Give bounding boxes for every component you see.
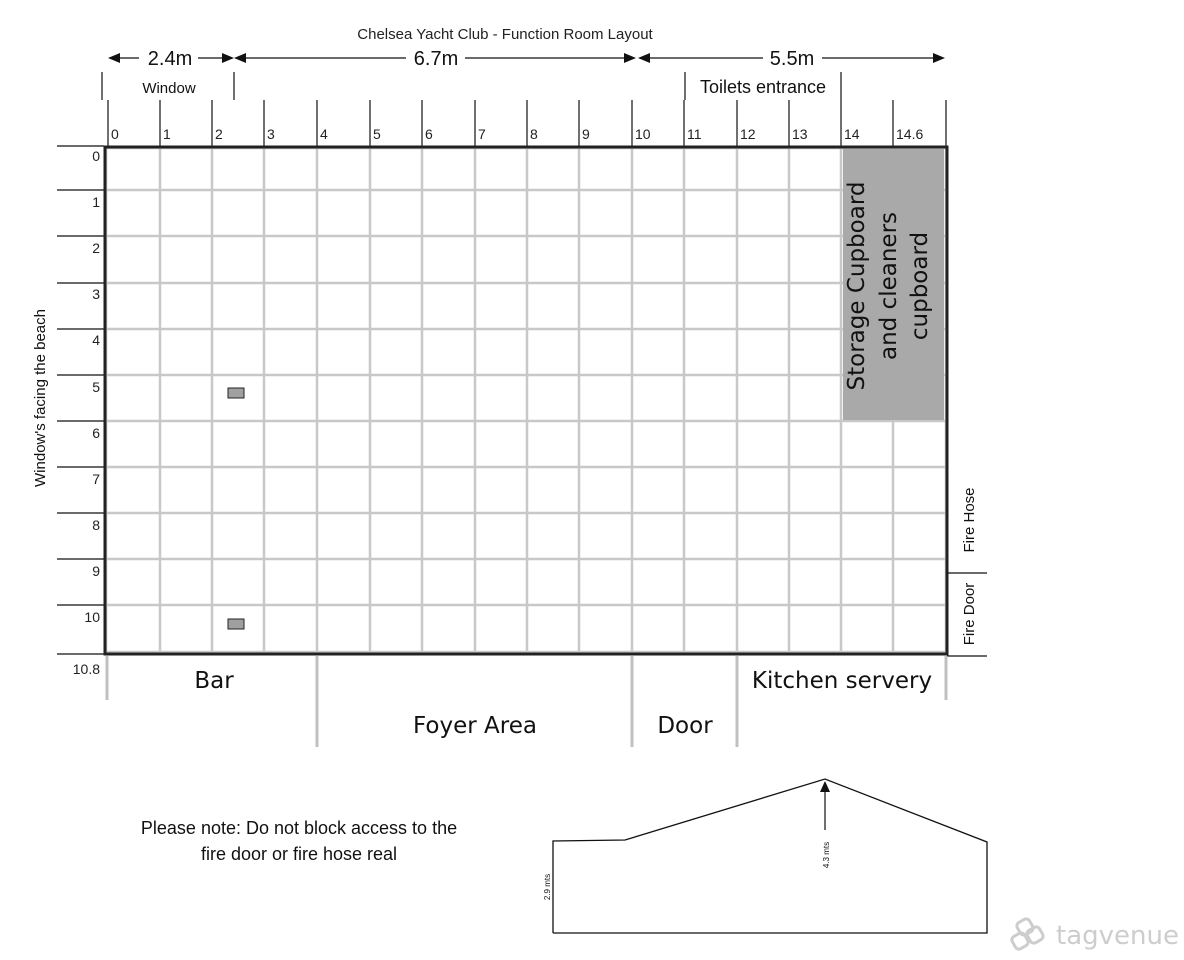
foyer-area-label: Foyer Area [413, 713, 537, 739]
x-axis-ticks [108, 100, 946, 146]
window-width-label: 2.4m [147, 48, 193, 70]
x-tick-label: 10 [635, 126, 651, 142]
kitchen-servery-label: Kitchen servery [751, 668, 933, 694]
x-tick-label: 3 [267, 126, 275, 142]
fire-hose-label: Fire Hose [961, 487, 978, 553]
x-tick-label: 14.6 [896, 126, 924, 142]
watermark [1010, 917, 1179, 951]
y-tick-label: 7 [92, 471, 100, 487]
watermark-text: tagvenue [1056, 921, 1179, 951]
y-tick-label: 0 [92, 148, 100, 164]
note-line-1: Please note: Do not block access to the [140, 818, 458, 838]
roof-profile [553, 779, 987, 933]
storage-label-line-2: and cleaners [876, 211, 902, 361]
x-tick-label: 4 [320, 126, 328, 142]
bar-label: Bar [194, 668, 234, 694]
room-grid [106, 148, 946, 652]
y-tick-label: 10 [84, 609, 100, 625]
x-tick-label: 13 [792, 126, 808, 142]
low-height-label: 2.9 mts [543, 873, 552, 901]
tagvenue-logo-icon [1010, 917, 1044, 950]
note-line-2: fire door or fire hose real [200, 844, 398, 864]
storage-label-line-3: cupboard [907, 231, 933, 341]
y-tick-label: 1 [92, 194, 100, 210]
x-tick-label: 2 [215, 126, 223, 142]
x-tick-label: 7 [478, 126, 486, 142]
dimension-arrows [108, 53, 945, 63]
x-tick-label: 6 [425, 126, 433, 142]
y-tick-label: 9 [92, 563, 100, 579]
x-tick-label: 12 [740, 126, 756, 142]
x-tick-label: 14 [844, 126, 860, 142]
diagram-title: Chelsea Yacht Club - Function Room Layout [357, 26, 653, 43]
y-tick-label: 5 [92, 379, 100, 395]
pillar-lower [228, 619, 244, 629]
windows-facing-beach-label: Window's facing the beach [32, 309, 49, 487]
x-tick-label: 11 [687, 126, 702, 142]
x-tick-label: 1 [163, 126, 171, 142]
fire-door-label: Fire Door [961, 582, 978, 646]
storage-label-line-1: Storage Cupboard [844, 181, 870, 391]
pillar-upper [228, 388, 244, 398]
y-tick-label: 3 [92, 286, 100, 302]
right-width-label: 5.5m [769, 48, 815, 70]
y-axis-ticks [57, 146, 104, 677]
x-tick-label: 0 [111, 126, 119, 142]
x-tick-label: 5 [373, 126, 381, 142]
y-tick-label: 10.8 [72, 661, 100, 677]
door-label: Door [657, 713, 713, 739]
middle-width-label: 6.7m [413, 48, 459, 70]
toilets-entrance-label: Toilets entrance [699, 77, 827, 97]
y-tick-label: 6 [92, 425, 100, 441]
y-tick-label: 2 [92, 240, 100, 256]
window-label: Window [142, 80, 196, 97]
y-tick-label: 8 [92, 517, 100, 533]
y-tick-label: 4 [92, 332, 100, 348]
x-tick-label: 9 [582, 126, 590, 142]
peak-height-label: 4.3 mts [822, 841, 831, 869]
peak-height-arrow [820, 781, 830, 830]
x-tick-label: 8 [530, 126, 538, 142]
